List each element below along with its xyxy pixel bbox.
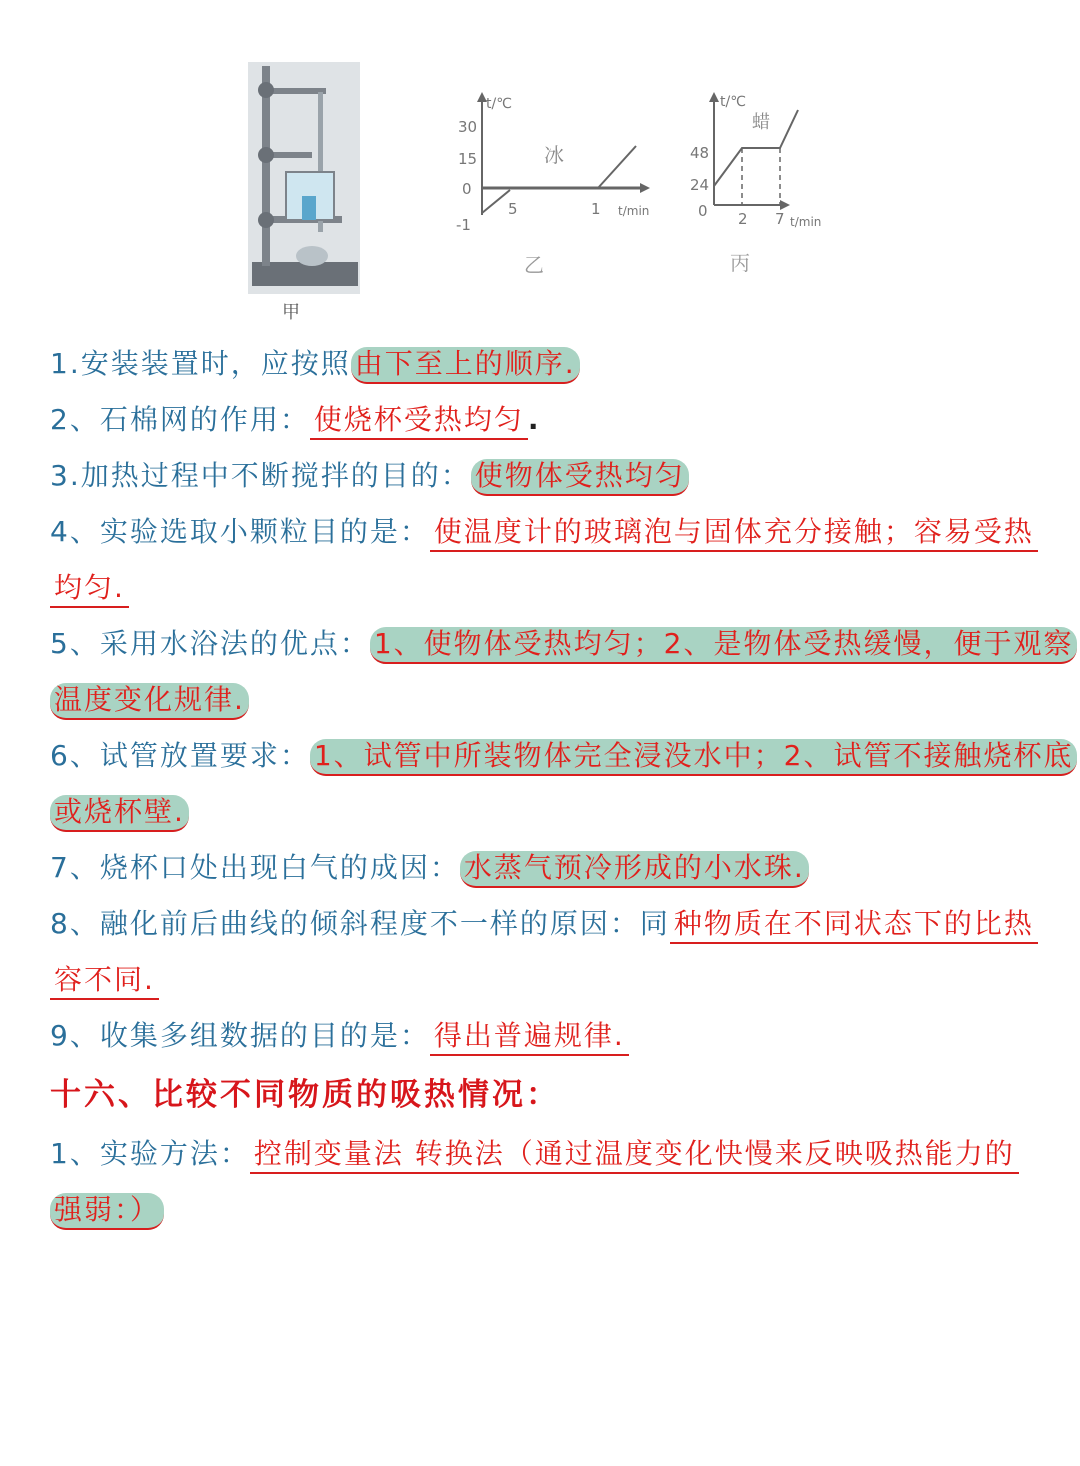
note-item-continued [50,560,1040,616]
yi-y-axis-label: t/℃ [486,96,512,112]
bing-y-axis-label: t/℃ [720,94,746,110]
note-item-continued [50,952,1040,1008]
note-answer: 控制变量法 转换法（通过温度变化快慢来反映吸热能力的 [250,1137,1019,1174]
yi-x-tick: 5 [508,200,518,218]
note-item [50,336,1040,392]
yi-x-tick: 1 [591,200,601,218]
note-item-continued [50,1182,1040,1238]
note-item-continued [50,672,1040,728]
note-period: . [527,403,541,436]
note-item [50,1126,1040,1182]
note-answer-continued: 均匀. [50,571,129,608]
bing-y-tick: 0 [698,202,708,220]
note-question: 2、石棉网的作用： [50,403,310,436]
note-question: 6、试管放置要求： [50,739,310,772]
note-answer: 使烧杯受热均匀 [310,403,528,440]
note-answer: 1、使物体受热均匀；2、是物体受热缓慢，便于观察 [370,627,1078,664]
notes-list [50,336,1074,1238]
jia-label: 甲 [282,302,300,323]
yi-x-axis-label: t/min [618,204,650,218]
wax-temperature-graph [690,92,821,275]
experiment-figure [0,0,1080,330]
note-question: 8、融化前后曲线的倾斜程度不一样的原因：同 [50,907,670,940]
note-answer: 使温度计的玻璃泡与固体充分接触；容易受热 [430,515,1038,552]
note-item [50,840,1040,896]
section-heading: 十六、比较不同物质的吸热情况： [50,1077,560,1113]
bing-y-tick: 48 [690,144,710,162]
note-answer: 使物体受热均匀 [471,459,689,496]
note-answer-continued: 强弱：） [50,1193,164,1230]
bing-y-tick: 24 [690,176,710,194]
note-item [50,448,1040,504]
note-answer: 种物质在不同状态下的比热 [670,907,1038,944]
yi-y-tick: 0 [462,180,472,198]
note-question: 3.加热过程中不断搅拌的目的： [50,459,471,492]
note-answer-continued: 温度变化规律. [50,683,249,720]
yi-y-tick: 15 [458,150,478,168]
yi-curve-label: 冰 [544,143,564,167]
note-item [50,616,1074,672]
note-question: 5、采用水浴法的优点： [50,627,370,660]
note-question: 1.安装装置时，应按照 [50,347,351,380]
yi-y-tick: 30 [458,118,478,136]
bing-x-tick: 7 [775,210,785,228]
bing-curve-label: 蜡 [752,112,770,133]
bing-x-tick: 2 [738,210,748,228]
note-question: 7、烧杯口处出现白气的成因： [50,851,460,884]
bing-x-axis-label: t/min [790,215,822,229]
note-item [50,504,1040,560]
apparatus-illustration [248,62,360,323]
note-question: 4、实验选取小颗粒目的是： [50,515,430,548]
ice-temperature-graph [456,92,650,277]
note-answer: 1、试管中所装物体完全浸没水中；2、试管不接触烧杯底 [310,739,1078,776]
note-question: 1、实验方法： [50,1137,250,1170]
yi-y-tick: -1 [456,216,471,234]
yi-label: 乙 [524,253,544,277]
note-item [50,896,1040,952]
note-answer-continued: 容不同. [50,963,159,1000]
note-item [50,728,1074,784]
note-item [50,392,1040,448]
note-item [50,1008,1040,1064]
note-question: 9、收集多组数据的目的是： [50,1019,430,1052]
note-answer: 得出普遍规律. [430,1019,629,1056]
note-answer-continued: 或烧杯壁. [50,795,189,832]
note-item-continued [50,784,1040,840]
note-answer: 由下至上的顺序. [351,347,580,384]
bing-label: 丙 [730,251,750,275]
note-answer: 水蒸气预冷形成的小水珠. [460,851,809,888]
